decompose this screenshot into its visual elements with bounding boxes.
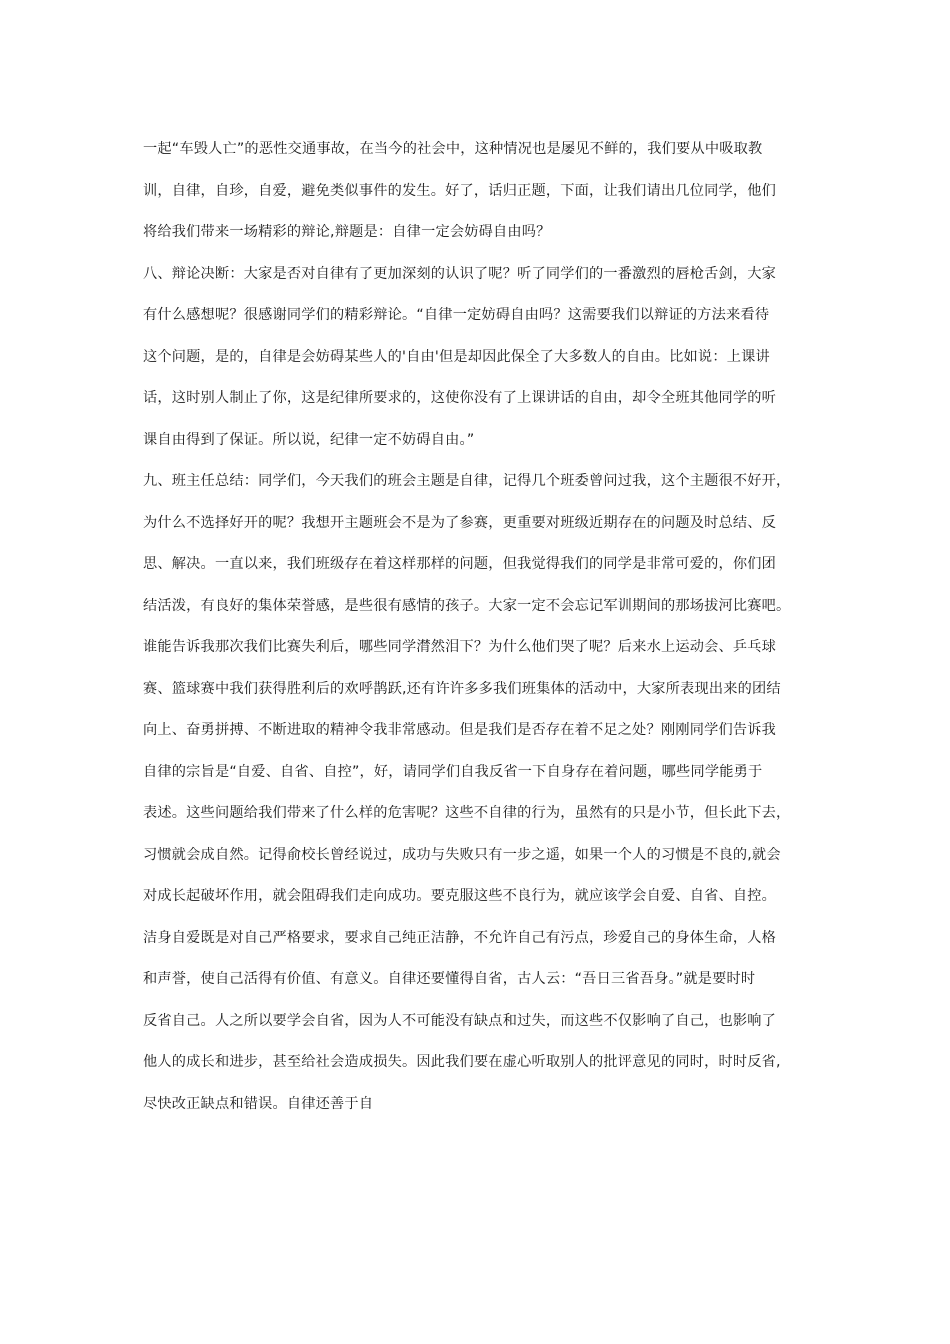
text-line: 将给我们带来一场精彩的辩论,辩题是：自律一定会妨碍自由吗？ — [143, 224, 551, 240]
text-line: 八、辩论决断：大家是否对自律有了更加深刻的认识了呢？听了同学们的一番激烈的唇枪舌剑，大家 — [143, 265, 777, 282]
text-line: 九、班主任总结：同学们，今天我们的班会主题是自律，记得几个班委曾问过我，这个主题很不好开， — [143, 473, 791, 489]
text-line: 结活泼，有良好的集体荣誉感，是些很有感情的孩子。大家一定不会忘记军训期间的那场拔河比赛吧。 — [143, 597, 791, 614]
text-line: 他人的成长和进步，甚至给社会造成损失。因此我们要在虚心听取别人的批评意见的同时，时时反省, — [143, 1054, 781, 1070]
text-line: 为什么不选择好开的呢？我想开主题班会不是为了参赛，更重要对班级近期存在的问题及时总结、反 — [143, 514, 777, 531]
text-line: 尽快改正缺点和错误。自律还善于自 — [143, 1095, 374, 1112]
text-line: 自律的宗旨是“自爱、自省、自控”，好，请同学们自我反省一下自身存在着问题，哪些同学能勇于 — [143, 763, 763, 780]
text-line: 和声誉，使自己活得有价值、有意义。自律还要懂得自省，古人云：“吾日三省吾身。”就是要时时 — [143, 971, 756, 987]
text-line: 洁身自爱既是对自己严格要求，要求自己纯正洁静，不允许自己有污点，珍爱自己的身体生命，人格 — [143, 929, 777, 946]
text-line: 对成长起破坏作用，就会阻碍我们走向成功。要克服这些不良行为，就应该学会自爱、自省、自控。 — [143, 888, 777, 904]
text-line: 这个问题，是的，自律是会妨碍某些人的'自由'但是却因此保全了大多数人的自由。比如说：上课讲 — [143, 348, 770, 365]
text-line: 习惯就会成自然。记得俞校长曾经说过，成功与失败只有一步之遥，如果一个人的习惯是不良的,就会 — [143, 846, 781, 863]
text-line: 赛、篮球赛中我们获得胜利后的欢呼鹊跃,还有许许多多我们班集体的活动中，大家所表现出来的团结 — [143, 680, 781, 697]
text-line: 表述。这些问题给我们带来了什么样的危害呢？这些不自律的行为，虽然有的只是小节，但长此下去， — [143, 805, 791, 821]
text-line: 训，自律，自珍，自爱，避免类似事件的发生。好了，话归正题，下面，让我们请出几位同学，他们 — [143, 182, 777, 199]
text-line: 反省自己。人之所以要学会自省，因为人不可能没有缺点和过失，而这些不仅影响了自己，也影响了 — [143, 1012, 777, 1029]
text-line: 谁能告诉我那次我们比赛失利后，哪些同学潸然泪下？为什么他们哭了呢？后来水上运动会、乒乓球 — [143, 639, 777, 655]
text-line: 一起“车毁人亡”的恶性交通事故，在当今的社会中，这种情况也是屡见不鲜的，我们要从中吸取教 — [143, 141, 763, 157]
text-line: 思、解决。一直以来，我们班级存在着这样那样的问题，但我觉得我们的同学是非常可爱的，你们团 — [143, 556, 777, 572]
text-line: 话，这时别人制止了你，这是纪律所要求的，这使你没有了上课讲话的自由，却令全班其他同学的听 — [143, 390, 777, 406]
document-body — [143, 134, 827, 1130]
text-line: 有什么感想呢？很感谢同学们的精彩辩论。“自律一定妨碍自由吗？这需要我们以辩证的方法来看待 — [143, 307, 770, 323]
text-line: 课自由得到了保证。所以说，纪律一定不妨碍自由。” — [143, 431, 475, 448]
text-line: 向上、奋勇拼搏、不断进取的精神令我非常感动。但是我们是否存在着不足之处？刚刚同学们告诉我 — [143, 722, 777, 738]
